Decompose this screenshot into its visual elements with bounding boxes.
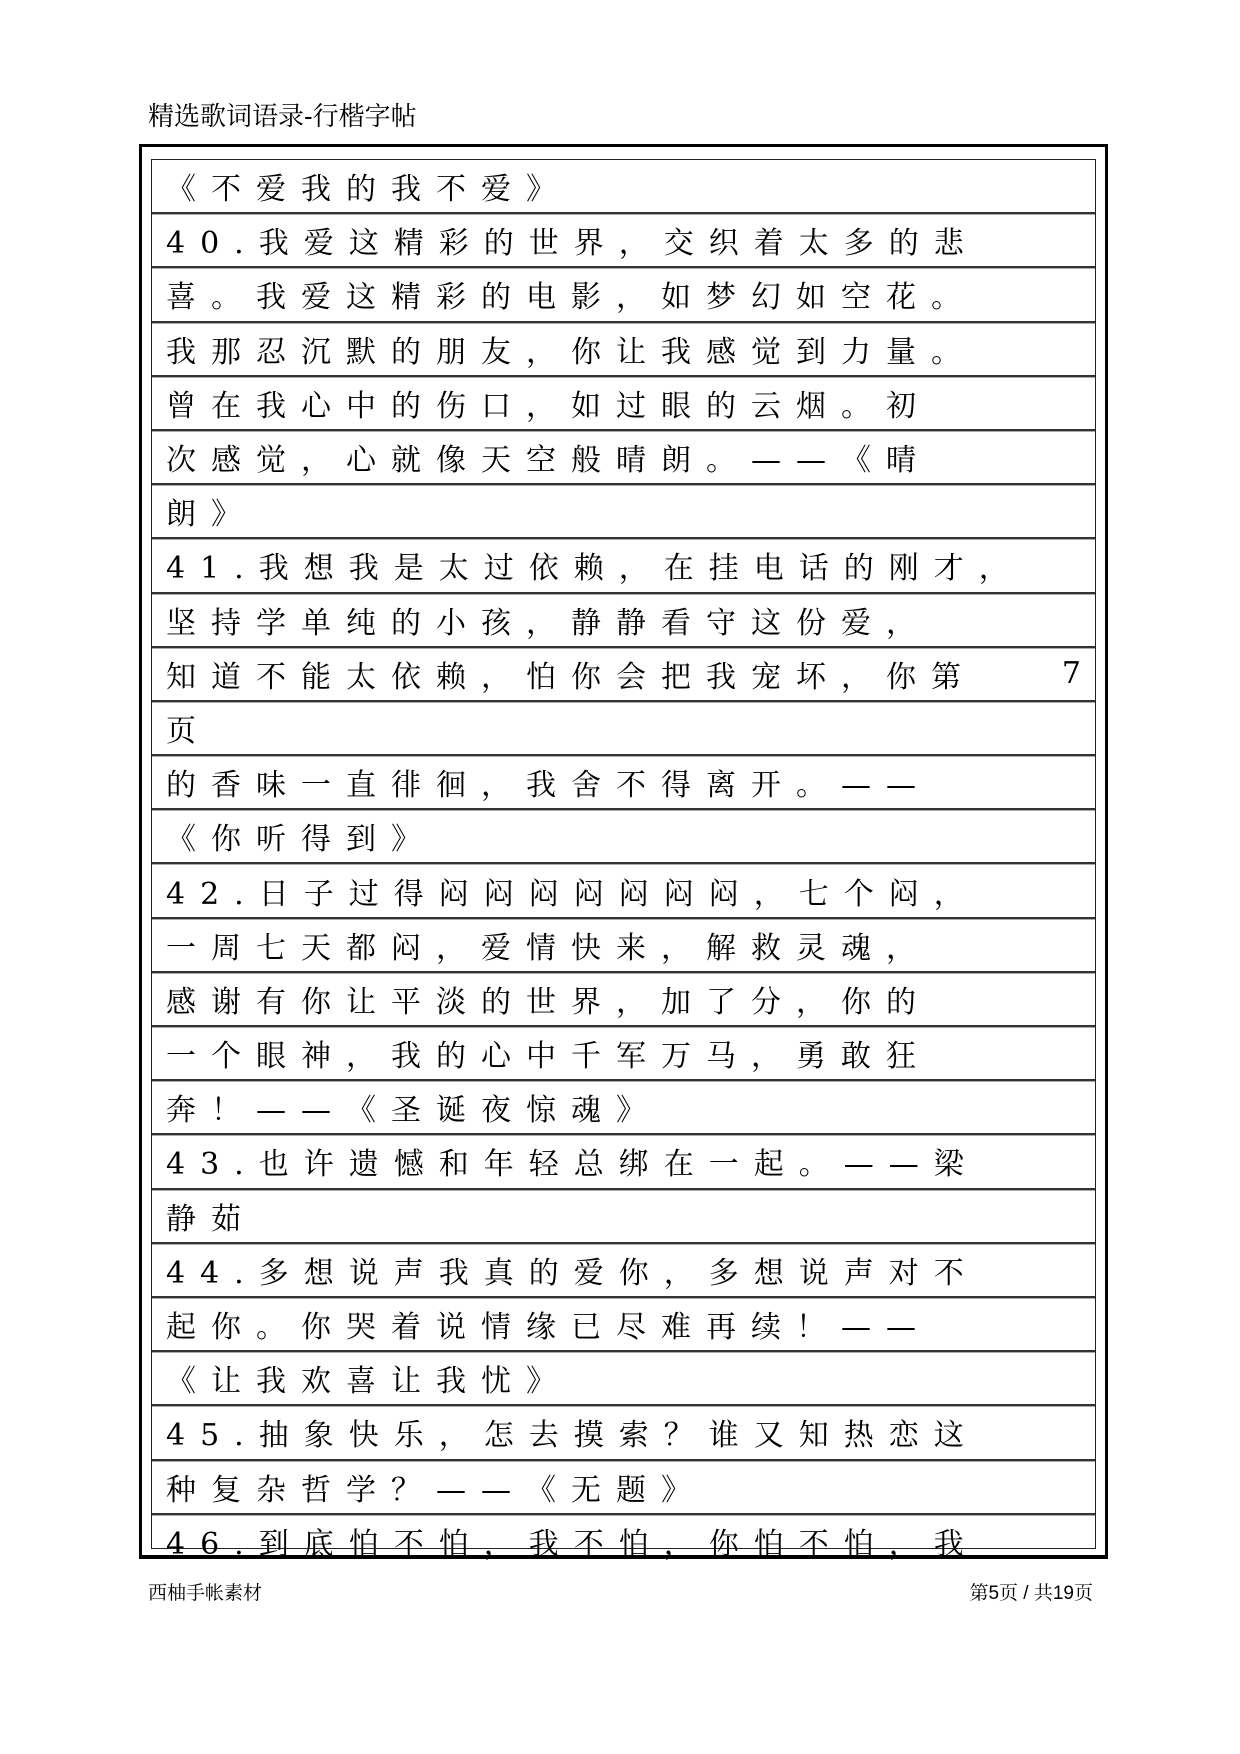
- copy-line: [152, 864, 1095, 918]
- copy-line: [152, 485, 1095, 539]
- copybook-grid: [151, 159, 1096, 1562]
- copy-line: [152, 702, 1095, 756]
- line-text: 次感觉，心就像天空般晴朗。——《晴: [166, 443, 931, 479]
- line-text: 奔！——《圣诞夜惊魂》: [166, 1093, 661, 1129]
- copybook-frame: [139, 144, 1108, 1562]
- copy-line: [152, 756, 1095, 810]
- copy-line: [152, 973, 1095, 1027]
- line-text: 一个眼神，我的心中千军万马，勇敢狂: [166, 1039, 931, 1075]
- footer-source: 西柚手帐素材: [148, 1583, 263, 1604]
- copy-line: [152, 160, 1095, 214]
- line-text: 45.抽象快乐，怎去摸索？谁又知热恋这: [166, 1418, 979, 1454]
- line-text: 朗》: [166, 497, 256, 533]
- line-text: 42.日子过得闷闷闷闷闷闷闷，七个闷，: [166, 876, 979, 912]
- copy-line: [152, 810, 1095, 864]
- copy-line: [152, 1244, 1095, 1298]
- copy-line: [152, 1298, 1095, 1352]
- line-text: 曾在我心中的伤口，如过眼的云烟。初: [166, 388, 931, 424]
- copy-line: [152, 431, 1095, 485]
- copy-line: [152, 268, 1095, 322]
- copy-line: [152, 1190, 1095, 1244]
- line-text: 41.我想我是太过依赖，在挂电话的刚才，: [166, 551, 1024, 587]
- copy-line: [152, 214, 1095, 268]
- copy-line: [152, 1515, 1095, 1567]
- copy-line: [152, 377, 1095, 431]
- line-text: 种复杂哲学？——《无题》: [166, 1472, 706, 1508]
- line-text: 46.到底怕不怕，我不怕，你怕不怕，我: [166, 1526, 979, 1562]
- copy-line: [152, 539, 1095, 593]
- line-text: 44.多想说声我真的爱你，多想说声对不: [166, 1255, 979, 1291]
- line-text: 《让我欢喜让我忧》: [166, 1364, 571, 1400]
- footer-page-number: 第5页 / 共19页: [969, 1583, 1093, 1604]
- copy-line: [152, 1406, 1095, 1460]
- line-text: 喜。我爱这精彩的电影，如梦幻如空花。: [166, 280, 976, 316]
- inline-page-number: 7: [1061, 656, 1081, 692]
- line-text: 感谢有你让平淡的世界，加了分，你的: [166, 984, 931, 1020]
- line-text: 一周七天都闷，爱情快来，解救灵魂，: [166, 930, 931, 966]
- line-text: 我那忍沉默的朋友，你让我感觉到力量。: [166, 334, 976, 370]
- copy-line: [152, 1352, 1095, 1406]
- line-text: 坚持学单纯的小孩，静静看守这份爱，: [166, 605, 931, 641]
- line-text: 知道不能太依赖，怕你会把我宠坏，你第: [166, 659, 976, 695]
- line-text: 起你。你哭着说情缘已尽难再续！——: [166, 1310, 931, 1346]
- line-text: 40.我爱这精彩的世界，交织着太多的悲: [166, 226, 979, 262]
- copy-line: [152, 1027, 1095, 1081]
- line-text: 静茹: [166, 1201, 256, 1237]
- copy-line: [152, 594, 1095, 648]
- copy-line: [152, 648, 1095, 702]
- line-text: 《不爱我的我不爱》: [166, 172, 571, 208]
- document-title: 精选歌词语录-行楷字帖: [148, 101, 417, 131]
- line-text: 《你听得到》: [166, 822, 436, 858]
- line-text: 的香味一直徘徊，我舍不得离开。——: [166, 768, 931, 804]
- copy-line: [152, 323, 1095, 377]
- copy-line: [152, 1135, 1095, 1189]
- copy-line: [152, 919, 1095, 973]
- line-text: 43.也许遗憾和年轻总绑在一起。——梁: [166, 1147, 979, 1183]
- copy-line: [152, 1461, 1095, 1515]
- line-text: 页: [166, 713, 211, 749]
- copy-line: [152, 1081, 1095, 1135]
